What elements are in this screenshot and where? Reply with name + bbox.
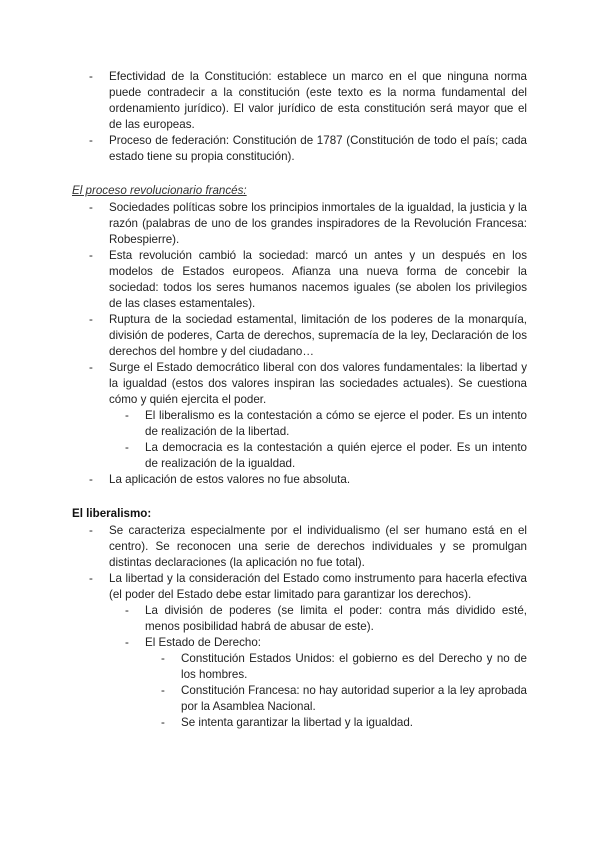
intro-list: [0, 69, 600, 165]
list-item: - Proceso de federación: Constitución de 1787 (Constitución de todo el país; cada estado tiene su propia constitución).: [89, 134, 527, 163]
sub-sub-list-item: - Constitución Estados Unidos: el gobierno es del Derecho y no de los hombres.: [161, 652, 527, 681]
list-item: - La aplicación de estos valores no fue absoluta.: [89, 473, 351, 486]
sub-list-item: - La división de poderes (se limita el poder: contra más dividido esté, menos posibilidad habrá de abusar de este).: [125, 604, 527, 633]
bullet: -: [89, 201, 93, 214]
section-title-liberalismo: El liberalismo:: [72, 507, 152, 520]
list-item: - La libertad y la consideración del Estado como instrumento para hacerla efectiva (el poder del Estado debe estar limitado para garantizar los derechos).: [89, 572, 527, 601]
bullet: -: [125, 441, 129, 454]
bullet: -: [89, 249, 93, 262]
bullet: -: [89, 524, 93, 537]
sub-sub-list-item: - Se intenta garantizar la libertad y la igualdad.: [161, 716, 414, 729]
list-item: - Esta revolución cambió la sociedad: marcó un antes y un después en los modelos de Estados europeos. Afianza una nueva forma de concebir la sociedad: todos los seres humanos nacemos iguales (se abolen los privilegios de las clases estamentales).: [89, 249, 527, 310]
bullet: -: [125, 604, 129, 617]
bullet: -: [161, 716, 165, 729]
list-item: - Se caracteriza especialmente por el individualismo (el ser humano está en el centro). Se reconocen una serie de derechos individuales y se promulgan distintas declaraciones (la aplicación no fue total).: [89, 524, 527, 569]
sub-list-item: - El liberalismo es la contestación a cómo se ejerce el poder. Es un intento de realización de la libertad.: [125, 409, 527, 438]
bullet: -: [89, 313, 93, 326]
list-item: - Efectividad de la Constitución: establece un marco en el que ninguna norma puede contradecir a la constitución (este texto es la norma fundamental del ordenamiento jurídico). El valor jurídico de esta constitución será mayor que el de las europeas.: [89, 70, 527, 131]
bullet: -: [89, 473, 93, 486]
bullet: -: [125, 409, 129, 422]
list-item: - Sociedades políticas sobre los principios inmortales de la igualdad, la justicia y la razón (palabras de uno de los grandes inspiradores de la Revolución Francesa: Robespierre).: [89, 201, 527, 246]
bullet: -: [89, 572, 93, 585]
bullet: -: [161, 652, 165, 665]
document-body: [0, 69, 600, 731]
list-item: - Ruptura de la sociedad estamental, limitación de los poderes de la monarquía, división de poderes, Carta de derechos, supremacía de la ley, Declaración de los derechos del hombre y del ciudadano…: [89, 313, 527, 358]
bullet: -: [89, 70, 93, 83]
list-item: - Surge el Estado democrático liberal con dos valores fundamentales: la libertad y la igualdad (estos dos valores inspiran las sociedades actuales). Se cuestiona cómo y quién ejercita el poder.: [89, 361, 527, 406]
liberalismo-list: [0, 523, 600, 731]
sub-list-item: - El Estado de Derecho:: [125, 636, 262, 649]
revolucion-list: [0, 200, 600, 488]
bullet: -: [89, 134, 93, 147]
sub-list-item: - La democracia es la contestación a quién ejerce el poder. Es un intento de realización de la igualdad.: [125, 441, 527, 470]
bullet: -: [125, 636, 129, 649]
bullet: -: [161, 684, 165, 697]
section-title-revolucion: El proceso revolucionario francés:: [72, 184, 247, 197]
bullet: -: [89, 361, 93, 374]
sub-sub-list-item: - Constitución Francesa: no hay autoridad superior a la ley aprobada por la Asamblea Nacional.: [161, 684, 527, 713]
